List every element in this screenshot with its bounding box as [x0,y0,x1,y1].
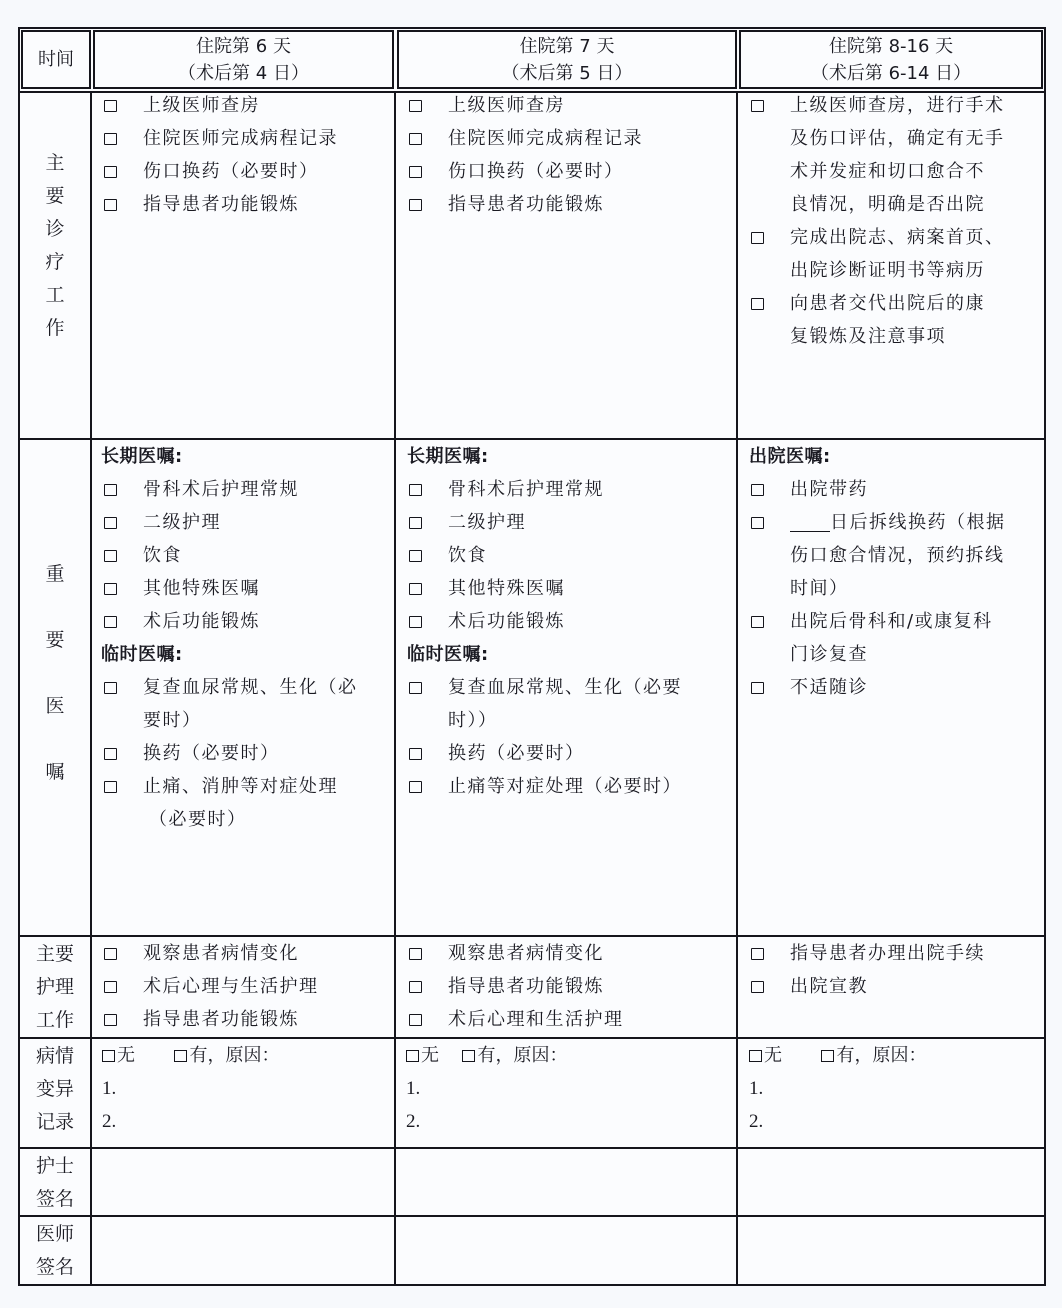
doctor-signature-day8-16[interactable] [738,1217,1044,1284]
item-line: 要时） [143,710,202,731]
label-char: 诊 [45,217,65,240]
item-text: 术后心理与生活护理 [143,976,319,997]
label-line: 医师 [35,1223,74,1245]
label-char: 作 [45,316,65,339]
checklist-item[interactable] [100,506,391,539]
checkbox[interactable] [751,484,764,496]
checkbox[interactable] [104,166,117,178]
day6-subtitle: （术后第 4 日） [178,62,309,84]
item-line: 伤口愈合情况，预约拆线 [790,545,1005,566]
header-time-cell [21,30,91,89]
item-text: 术后功能锻炼 [143,611,260,632]
label-line: 病情 [35,1045,74,1067]
item-line: 日后拆线换药（根据 [830,512,1006,533]
item-text: 上级医师查房 [448,95,565,116]
item-text: 伤口换药（必要时） [143,161,319,182]
day8-16-title: 住院第 8-16 天 [828,35,954,57]
diagnosis-day8-16-cell [747,89,1043,353]
reason-line-2[interactable]: 2. [749,1111,764,1132]
item-text [790,605,1043,671]
none-checkbox[interactable] [749,1050,762,1062]
checkbox[interactable] [409,981,422,993]
item-line: 止痛、消肿等对症处理 [143,776,338,797]
variance-day8-16-cell [749,1039,1043,1138]
checkbox[interactable] [751,948,764,960]
day7-subtitle: （术后第 5 日） [501,62,633,84]
checklist-item[interactable] [747,671,1043,704]
diagnosis-day7-cell [405,89,733,221]
item-line: 门诊复查 [790,644,868,665]
nursing-day7-cell [405,937,733,1036]
checklist-item[interactable] [747,970,1043,1003]
checklist-item[interactable] [405,937,733,970]
checkbox[interactable] [751,616,764,628]
checklist-item[interactable] [100,122,390,155]
item-text: 饮食 [143,545,182,566]
checklist-item[interactable] [405,737,735,770]
doctor-signature-label [20,1217,90,1284]
label-line: 记录 [35,1111,74,1133]
checkbox[interactable] [104,517,117,529]
checklist-item[interactable] [405,539,735,572]
checklist-item[interactable] [100,155,390,188]
checkbox[interactable] [104,981,117,993]
item-text [143,770,391,836]
reason-line-2[interactable]: 2. [102,1111,117,1132]
time-label: 时间 [38,49,74,70]
checklist-item[interactable] [405,970,733,1003]
checklist-item[interactable] [405,506,735,539]
checkbox[interactable] [409,166,422,178]
none-label: 无 [764,1045,782,1066]
item-line: 出院诊断证明书等病历 [790,260,985,281]
checklist-item[interactable] [747,287,1043,353]
checklist-item[interactable] [100,770,391,836]
label-char: 医 [45,694,65,717]
long-term-orders-title: 长期医嘱: [407,446,489,467]
checklist-item[interactable] [747,937,1043,970]
day7-title: 住院第 7 天 [519,35,615,57]
orders-row-label [20,440,90,935]
day8-16-subtitle: （术后第 6-14 日） [810,62,972,84]
label-line: 工作 [35,1009,74,1031]
label-char: 重 [45,562,65,585]
item-text: 不适随诊 [790,677,868,698]
checkbox[interactable] [104,100,117,112]
item-text: 指导患者功能锻炼 [143,194,299,215]
label-char: 嘱 [45,760,65,783]
checklist-item[interactable] [100,539,391,572]
nurse-signature-day6[interactable] [92,1149,394,1215]
checklist-item[interactable] [747,89,1043,221]
label-char: 疗 [45,250,65,273]
item-line: 完成出院志、病案首页、 [790,227,1005,248]
variance-day6-cell [102,1039,392,1138]
item-line: 复锻炼及注意事项 [790,326,946,347]
item-text: 骨科术后护理常规 [448,479,604,500]
checkbox[interactable] [104,199,117,211]
item-text: 上级医师查房 [143,95,260,116]
item-text: 止痛等对症处理（必要时） [448,776,682,797]
diagnosis-row-label [20,93,90,438]
long-term-orders-title: 长期医嘱: [101,446,183,467]
item-line: 时间） [790,578,849,599]
checkbox[interactable] [751,298,764,310]
header-day7-cell [397,30,737,89]
day6-title: 住院第 6 天 [196,35,291,57]
checklist-item[interactable] [100,671,391,737]
label-char: 要 [45,628,65,651]
checkbox[interactable] [409,748,422,760]
item-text: 二级护理 [143,512,221,533]
checkbox[interactable] [104,948,117,960]
checkbox[interactable] [104,133,117,145]
orders-day7-cell [407,440,735,803]
checklist-item[interactable] [405,605,735,638]
checklist-item[interactable] [405,473,735,506]
orders-day6-cell [101,440,391,836]
checkbox[interactable] [409,616,422,628]
item-text [790,221,1043,287]
checklist-item[interactable] [100,605,391,638]
item-line: 及伤口评估，确定有无手 [790,128,1005,149]
label-line: 变异 [35,1078,74,1100]
checkbox[interactable] [104,484,117,496]
yes-checkbox[interactable] [462,1050,475,1062]
label-line: 主要 [35,943,74,965]
variance-row-label [20,1039,90,1147]
checklist-item[interactable] [100,937,390,970]
reason-line-1[interactable]: 1. [102,1078,117,1099]
orders-day8-16-cell [749,440,1043,704]
checkbox[interactable] [104,616,117,628]
temporary-orders-title: 临时医嘱: [101,644,183,665]
item-line: 上级医师查房，进行手术 [790,95,1005,116]
checkbox[interactable] [409,484,422,496]
item-text [790,287,1043,353]
item-text [143,671,391,737]
item-text: 指导患者功能锻炼 [448,194,604,215]
checklist-item[interactable] [100,737,391,770]
nurse-signature-label [20,1149,90,1215]
item-text: 住院医师完成病程记录 [448,128,643,149]
item-line: 向患者交代出院后的康 [790,293,985,314]
item-text: 指导患者功能锻炼 [448,976,604,997]
label-char: 主 [45,151,65,174]
checklist-item[interactable] [100,473,391,506]
column-divider [736,92,738,1286]
checkbox[interactable] [104,583,117,595]
checklist-item[interactable] [405,770,735,803]
label-line: 签名 [35,1256,74,1278]
item-text: 指导患者办理出院手续 [790,943,985,964]
item-text: 观察患者病情变化 [143,943,299,964]
checklist-item[interactable] [747,506,1043,605]
nursing-day6-cell [100,937,390,1036]
item-text [790,89,1043,221]
diagnosis-day6-cell [100,89,390,221]
checkbox[interactable] [751,682,764,694]
checkbox[interactable] [409,517,422,529]
checkbox[interactable] [751,981,764,993]
nursing-row-label [20,937,90,1037]
checkbox[interactable] [409,100,422,112]
yes-reason-label: 有，原因： [836,1045,927,1066]
column-divider [394,92,396,1286]
doctor-signature-day7[interactable] [396,1217,736,1284]
reason-line-2[interactable]: 2. [406,1111,421,1132]
item-line: 复查血尿常规、生化（必要 [448,677,682,698]
reason-line-1[interactable]: 1. [749,1078,764,1099]
none-label: 无 [421,1045,439,1066]
item-text: 换药（必要时） [448,743,585,764]
checklist-item[interactable] [405,1003,733,1036]
item-text: 出院宣教 [790,976,868,997]
checklist-item[interactable] [405,671,735,737]
item-text: 其他特殊医嘱 [143,578,260,599]
column-divider [90,92,92,1286]
checklist-item[interactable] [100,89,390,122]
item-line: （必要时） [149,809,247,830]
checkbox[interactable] [104,682,117,694]
checklist-item[interactable] [405,155,733,188]
checkbox[interactable] [409,550,422,562]
label-line: 签名 [35,1188,74,1210]
item-text: 住院医师完成病程记录 [143,128,338,149]
header-day8-16-cell [739,30,1043,89]
header-row [18,27,1046,92]
none-checkbox[interactable] [102,1050,115,1062]
checklist-item[interactable] [405,188,733,221]
label-line: 护理 [35,976,74,998]
item-text: 术后心理和生活护理 [448,1009,624,1030]
checkbox[interactable] [751,100,764,112]
checkbox[interactable] [104,748,117,760]
label-line: 护士 [35,1155,74,1177]
checkbox[interactable] [409,682,422,694]
temporary-orders-title: 临时医嘱: [407,644,489,665]
checklist-item[interactable] [747,605,1043,671]
variance-day7-cell [406,1039,734,1138]
yes-reason-label: 有，原因： [189,1045,280,1066]
yes-checkbox[interactable] [174,1050,187,1062]
none-label: 无 [117,1045,135,1066]
label-char: 要 [45,184,65,207]
checkbox[interactable] [104,1014,117,1026]
label-char: 工 [45,283,65,306]
none-checkbox[interactable] [406,1050,419,1062]
item-text: 饮食 [448,545,487,566]
checkbox[interactable] [104,781,117,793]
checklist-item[interactable] [747,221,1043,287]
item-text: 观察患者病情变化 [448,943,604,964]
item-text: 指导患者功能锻炼 [143,1009,299,1030]
fill-in-blank[interactable] [790,511,830,532]
yes-checkbox[interactable] [821,1050,834,1062]
item-text [790,506,1043,605]
item-text: 伤口换药（必要时） [448,161,624,182]
reason-line-1[interactable]: 1. [406,1078,421,1099]
nurse-signature-day7[interactable] [396,1149,736,1215]
checklist-item[interactable] [100,970,390,1003]
nursing-day8-16-cell [747,937,1043,1003]
item-line: 术并发症和切口愈合不 [790,161,985,182]
item-line: 出院后骨科和/或康复科 [790,611,993,632]
item-text [448,671,735,737]
doctor-signature-day6[interactable] [92,1217,394,1284]
checkbox[interactable] [409,583,422,595]
checkbox[interactable] [409,199,422,211]
yes-reason-label: 有，原因： [477,1045,568,1066]
checkbox[interactable] [409,1014,422,1026]
checklist-item[interactable] [405,572,735,605]
checkbox[interactable] [409,781,422,793]
checklist-item[interactable] [100,572,391,605]
checklist-item[interactable] [405,122,733,155]
item-line: 时）） [448,710,498,731]
item-line: 良情况，明确是否出院 [790,194,985,215]
checkbox[interactable] [751,517,764,529]
item-text: 出院带药 [790,479,868,500]
checkbox[interactable] [751,232,764,244]
item-line: 复查血尿常规、生化（必 [143,677,358,698]
checkbox[interactable] [409,948,422,960]
checklist-item[interactable] [405,89,733,122]
item-text: 换药（必要时） [143,743,280,764]
item-text: 其他特殊医嘱 [448,578,565,599]
checkbox[interactable] [104,550,117,562]
checklist-item[interactable] [100,188,390,221]
item-text: 术后功能锻炼 [448,611,565,632]
item-text: 骨科术后护理常规 [143,479,299,500]
discharge-orders-title: 出院医嘱: [749,446,831,467]
header-day6-cell [93,30,394,89]
checkbox[interactable] [409,133,422,145]
checklist-item[interactable] [100,1003,390,1036]
checklist-item[interactable] [747,473,1043,506]
nurse-signature-day8-16[interactable] [738,1149,1044,1215]
item-text: 二级护理 [448,512,526,533]
